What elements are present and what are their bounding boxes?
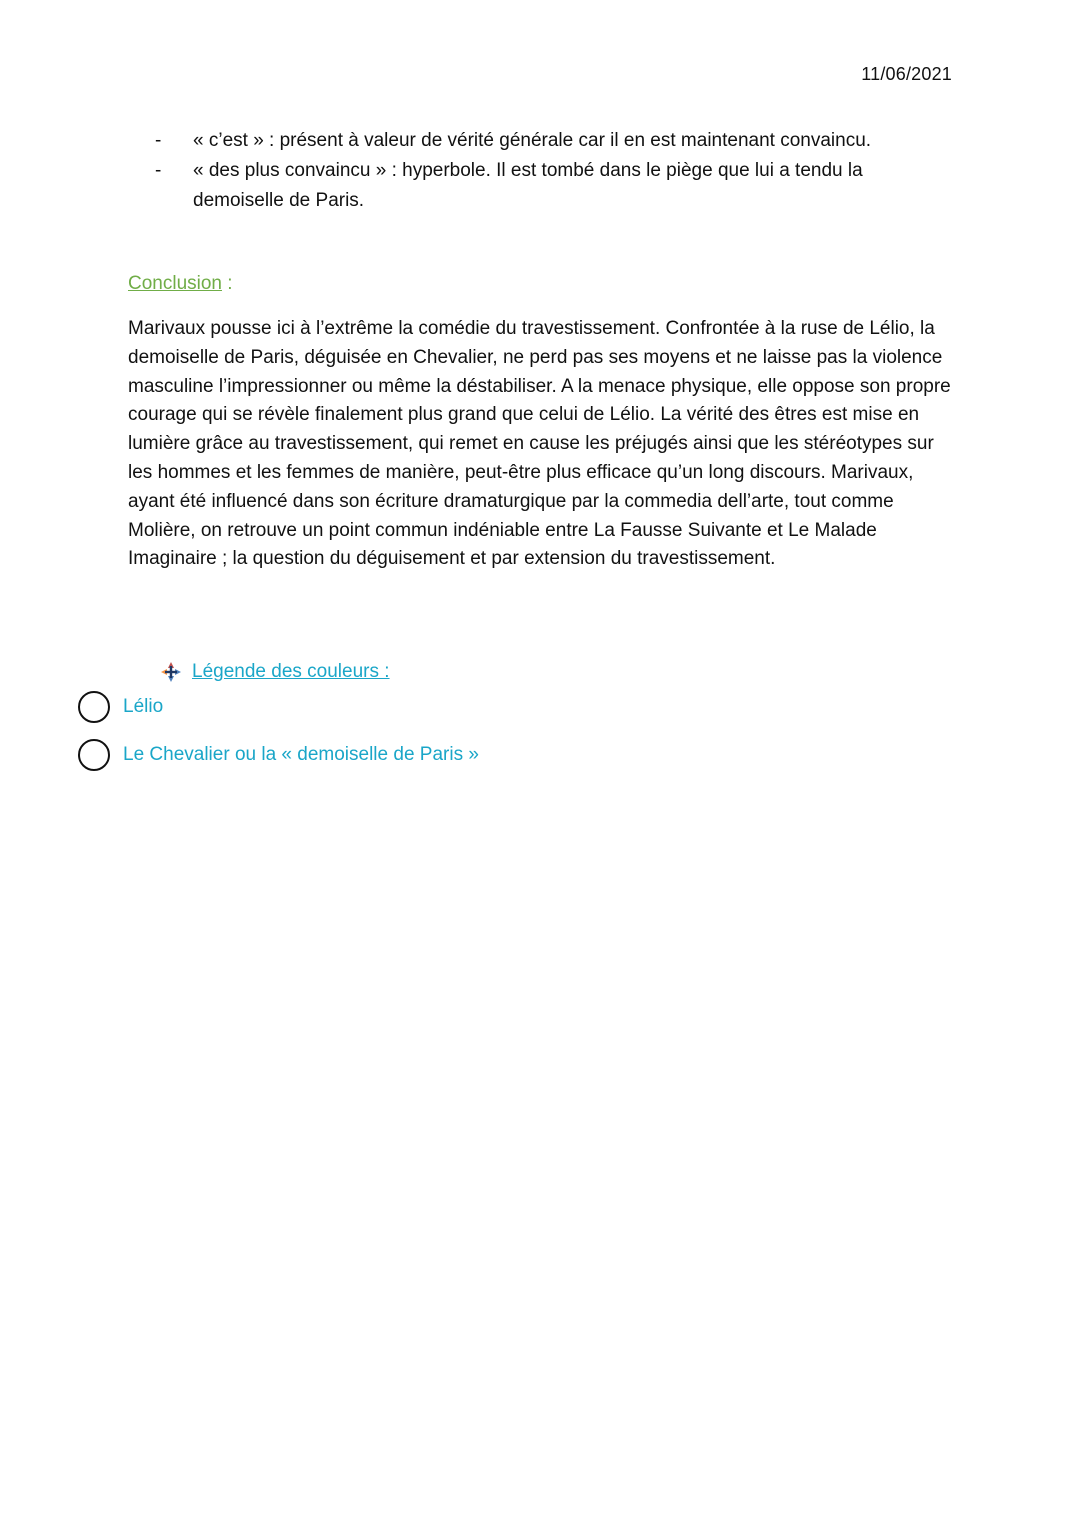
conclusion-heading-word: Conclusion (128, 273, 222, 294)
legend-item-label: Lélio (123, 696, 164, 717)
conclusion-heading (128, 273, 233, 295)
bullet-item (155, 156, 945, 216)
legend-item-lelio (78, 691, 163, 723)
bullet-list (155, 126, 945, 216)
legend-item-chevalier (78, 739, 479, 771)
dash-marker: - (155, 160, 162, 181)
circle-icon (78, 739, 110, 771)
circle-icon (78, 691, 110, 723)
conclusion-heading-colon: : (222, 273, 233, 294)
legend-heading (160, 661, 390, 683)
legend-item-label: Le Chevalier ou la « demoiselle de Paris » (123, 744, 479, 765)
legend-title-label: Légende des couleurs : (192, 661, 390, 682)
bullet-item (155, 126, 945, 156)
four-way-arrow-icon (160, 661, 182, 683)
bullet-text: « c’est » : présent à valeur de vérité générale car il en est maintenant convaincu. (193, 130, 872, 151)
bullet-text: « des plus convaincu » : hyperbole. Il est tombé dans le piège que lui a tendu la demoiselle de Paris. (193, 160, 863, 211)
conclusion-paragraph: Marivaux pousse ici à l’extrême la comédie du travestissement. Confrontée à la ruse de Lélio, la demoiselle de Paris, déguisée en Chevalier, ne perd pas ses moyens et ne laisse pas la violence masculine l’impressionner ou même la déstabiliser. A la menace physique, elle oppose son propre courage qui se révèle finalement plus grand que celui de Lélio. La vérité des êtres est mise en lumière grâce au travestissement, qui remet en cause les préjugés ainsi que les stéréotypes sur les hommes et les femmes de manière, peut-être plus efficace qu’un long discours. Marivaux, ayant été influencé dans son écriture dramaturgique par la commedia dell’arte, tout comme Molière, on retrouve un point commun indéniable entre La Fausse Suivante et Le Malade Imaginaire ; la question du déguisement et par extension du travestissement. (128, 318, 951, 570)
dash-marker: - (155, 130, 162, 151)
page-date: 11/06/2021 (861, 64, 952, 84)
